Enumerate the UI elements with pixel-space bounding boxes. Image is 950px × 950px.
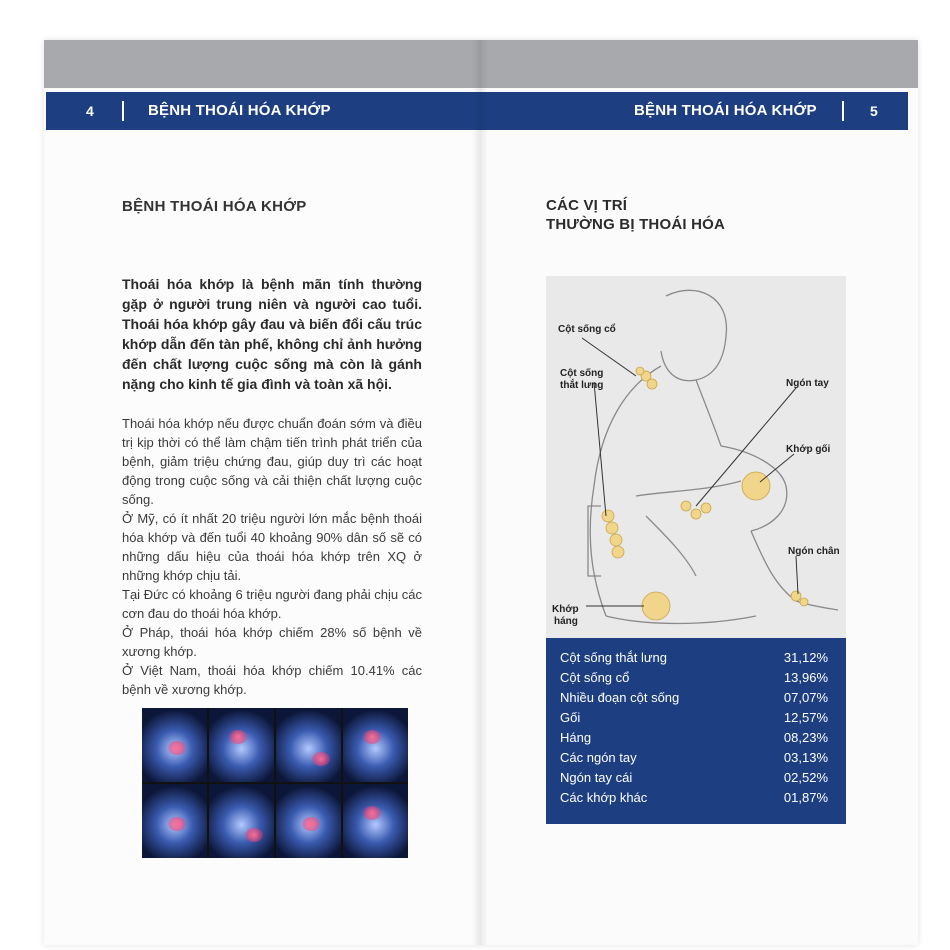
xray-shoulder-image [276,784,341,858]
stat-name: Gối [560,710,581,725]
left-header-bar [46,92,480,130]
stat-value: 07,07% [783,690,828,705]
right-section-title-line2: THƯỜNG BỊ THOÁI HÓA [546,216,726,233]
right-page-number: 5 [870,103,878,119]
body-text [122,414,422,699]
stat-value: 31,12% [783,650,828,665]
stat-row [560,770,834,790]
stat-value: 03,13% [783,750,828,765]
right-section-title [546,196,725,234]
left-page-number: 4 [86,103,94,119]
left-section-title: BỆNH THOÁI HÓA KHỚP [122,198,307,215]
stat-row [560,670,834,690]
paragraph-france: Ở Pháp, thoái hóa khớp chiếm 28% số bệnh về xương khớp. [122,625,422,659]
stat-value: 13,96% [783,670,828,685]
label-knee: Khớp gối [786,444,831,455]
label-cervical-spine: Cột sống cổ [558,324,616,335]
stat-name: Háng [560,730,592,745]
xray-hand-image [343,708,408,782]
left-gray-band [44,40,480,88]
label-lumbar-spine-line2: thắt lưng [560,380,604,391]
left-header-title: BỆNH THOÁI HÓA KHỚP [148,102,331,119]
label-hip-line1: Khớp [552,604,579,615]
xray-pelvis-image [209,708,274,782]
stat-name: Cột sống cổ [560,670,630,685]
left-header-separator [122,101,124,121]
xray-knee-image [343,784,408,858]
stat-value: 01,87% [783,790,828,805]
stat-row [560,750,834,770]
label-toes: Ngón chân [788,546,840,557]
stat-row [560,710,834,730]
stat-row [560,790,834,810]
intro-paragraph: Thoái hóa khớp là bệnh mãn tính thường gặp ở người trung niên và người cao tuổi. Thoái hóa khớp gây đau và biến đổi cấu trúc khớp dẫn đến tàn phế, không chỉ ảnh hưởng đến chất lượng cuộc sống mà còn là gánh nặng cho kinh tế gia đình và toàn xã hội. [122,276,422,392]
right-header-separator [842,101,844,121]
stat-name: Các khớp khác [560,790,648,805]
label-hip-line2: háng [554,616,578,627]
xray-fingers-image [209,784,274,858]
stat-name: Ngón tay cái [560,770,633,785]
stat-value: 08,23% [783,730,828,745]
booklet-spread [44,40,918,945]
label-lumbar-spine-line1: Cột sống [560,368,604,379]
stat-row [560,650,834,670]
xray-hip-image [142,708,207,782]
xray-elbow-image [276,708,341,782]
stat-name: Các ngón tay [560,750,637,765]
left-page [44,40,480,945]
stat-name: Cột sống thắt lưng [560,650,667,665]
xray-ankle-image [142,784,207,858]
joint-statistics-table [546,638,846,824]
paragraph-early-diagnosis: Thoái hóa khớp nếu được chuẩn đoán sớm và điều trị kịp thời có thể làm chậm tiến trình phát triển của bệnh, giảm triệu chứng đau, giúp duy trì các hoạt động trong cuộc sống và cải thiện chất lượng cuộc sống. [122,416,422,507]
stat-value: 02,52% [783,770,828,785]
paragraph-usa: Ở Mỹ, có ít nhất 20 triệu người lớn mắc bệnh thoái hóa khớp và đến tuổi 40 khoảng 90% dân số sẽ có những dấu hiệu của thoái hóa khớp trên XQ ở những khớp chịu tải. [122,511,422,583]
joint-illustration [546,276,846,638]
stat-name: Nhiều đoạn cột sống [560,690,680,705]
stat-row [560,730,834,750]
stat-row [560,690,834,710]
xray-image-grid [142,708,408,858]
right-header-title: BỆNH THOÁI HÓA KHỚP [634,102,817,119]
paragraph-germany: Tại Đức có khoảng 6 triệu người đang phải chịu các cơn đau do thoái hóa khớp. [122,587,422,621]
right-page [480,40,918,945]
label-fingers: Ngón tay [786,378,829,389]
right-section-title-line1: CÁC VỊ TRÍ [546,197,628,214]
right-gray-band [480,40,918,88]
stat-value: 12,57% [783,710,828,725]
book-gutter [472,40,488,945]
paragraph-vietnam: Ở Việt Nam, thoái hóa khớp chiếm 10.41% các bệnh về xương khớp. [122,663,422,697]
right-header-bar [480,92,908,130]
